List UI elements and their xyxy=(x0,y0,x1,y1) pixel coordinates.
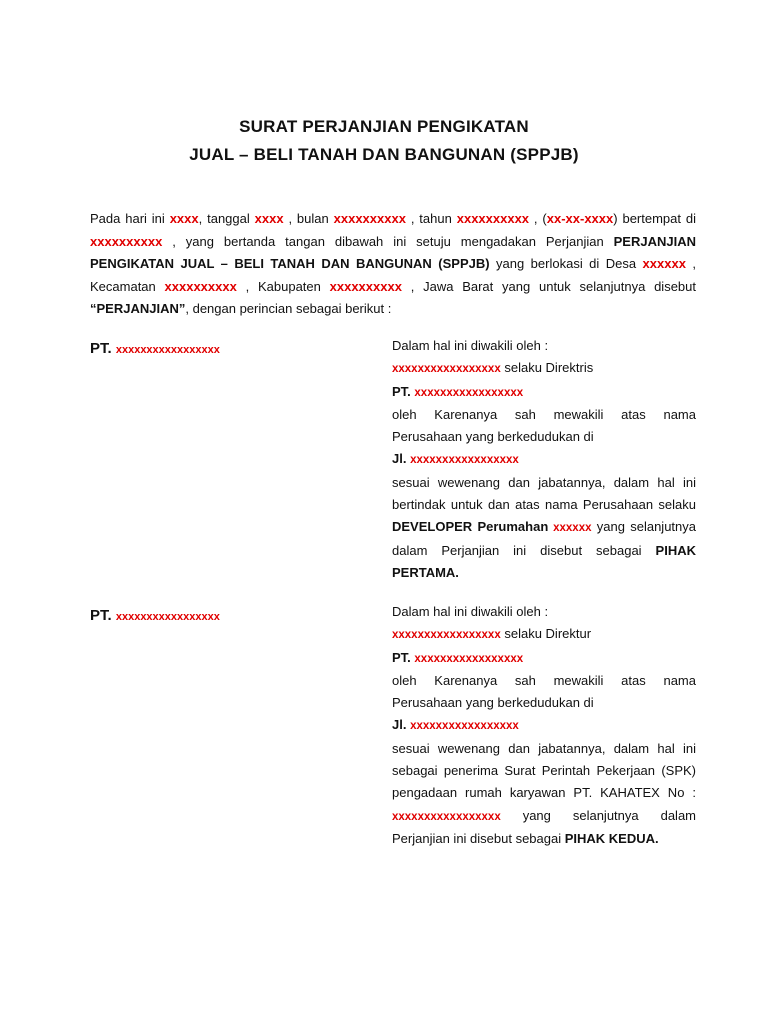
party2-represented: Dalam hal ini diwakili oleh : xyxy=(392,604,549,619)
party1-rep-role: selaku Direktris xyxy=(500,360,594,376)
party1-dev-name: xxxxxx xyxy=(548,522,592,535)
intro-text: , bulan xyxy=(283,211,334,226)
placeholder-village: xxxxxx xyxy=(642,256,686,271)
party1-details xyxy=(392,335,696,584)
intro-text: yang berlokasi di Desa xyxy=(489,256,643,271)
party1-pt-line xyxy=(392,381,696,404)
party2-representative xyxy=(392,623,696,646)
party2-pt-name: xxxxxxxxxxxxxxxxx xyxy=(115,611,220,623)
party2-jl-label: Jl. xyxy=(392,717,411,733)
intro-text: , Kecamatan xyxy=(90,256,697,294)
intro-text: ) bertempat di xyxy=(613,211,696,226)
party1-pt2-label: PT. xyxy=(392,383,415,399)
party1-represented: Dalam hal ini diwakili oleh : xyxy=(392,338,549,353)
intro-text: , ( xyxy=(529,211,547,226)
party2-pt-label: PT. xyxy=(90,607,116,624)
party2-pt2-name: xxxxxxxxxxxxxxxxx xyxy=(414,652,524,665)
party1-term: PIHAK PERTAMA. xyxy=(392,542,696,580)
agreement-term: “PERJANJIAN” xyxy=(90,301,186,316)
placeholder-day: xxxx xyxy=(169,211,199,226)
intro-text: Pada hari ini xyxy=(90,211,170,226)
party1-rep-name: xxxxxxxxxxxxxxxxx xyxy=(392,363,501,376)
party2-company xyxy=(90,607,220,624)
party2-pt2-label: PT. xyxy=(392,649,415,665)
placeholder-place: xxxxxxxxxx xyxy=(90,233,163,249)
placeholder-date: xxxx xyxy=(254,211,284,226)
party2-pt-line xyxy=(392,647,696,670)
placeholder-full-date: xx-xx-xxxx xyxy=(546,211,614,226)
intro-text: , Jawa Barat yang untuk selanjutnya disebut xyxy=(401,278,697,294)
party1-company xyxy=(90,340,220,357)
party1-authority-text: sesuai wewenang dan jabatannya, dalam hal ini bertindak untuk dan atas nama Perusahaan selaku xyxy=(392,474,696,513)
placeholder-regency: xxxxxxxxxx xyxy=(329,278,402,294)
intro-text: , Kabupaten xyxy=(236,278,330,294)
party2-details xyxy=(392,601,696,850)
party1-representative xyxy=(392,357,696,380)
party1-authority xyxy=(392,472,696,584)
party1-jl-label: Jl. xyxy=(392,451,411,467)
party1-pt-label: PT. xyxy=(90,340,116,357)
placeholder-year: xxxxxxxxxx xyxy=(456,211,530,226)
intro-text: , tanggal xyxy=(198,211,255,226)
party1-behalf: oleh Karenanya sah mewakili atas nama Perusahaan yang berkedudukan di xyxy=(392,406,696,445)
party2-authority-text: sesuai wewenang dan jabatannya, dalam hal ini sebagai penerima Surat Perintah Pekerjaan (SPK) pengadaan rumah karyawan PT. KAHATEX No : xyxy=(392,740,696,801)
party1-pt-name: xxxxxxxxxxxxxxxxx xyxy=(115,344,220,356)
document-title-line2: JUAL – BELI TANAH DAN BANGUNAN (SPPJB) xyxy=(189,145,579,164)
party1-authority-text2: yang selanjutnya dalam Perjanjian ini disebut sebagai xyxy=(392,519,696,558)
party2-spk-no: xxxxxxxxxxxxxxxxx xyxy=(392,810,501,823)
party2-address xyxy=(392,714,696,737)
party2-rep-role: selaku Direktur xyxy=(500,626,592,642)
agreement-name: PERJANJIAN PENGIKATAN JUAL – BELI TANAH DAN BANGUNAN (SPPJB) xyxy=(90,233,696,271)
party2-term: PIHAK KEDUA. xyxy=(564,830,659,846)
party2-authority-text2: yang selanjutnya dalam Perjanjian ini disebut sebagai xyxy=(392,807,696,846)
party2-behalf: oleh Karenanya sah mewakili atas nama Perusahaan yang berkedudukan di xyxy=(392,672,696,711)
intro-text: , tahun xyxy=(405,211,457,226)
placeholder-district: xxxxxxxxxx xyxy=(164,278,237,294)
document-title-line1: SURAT PERJANJIAN PENGIKATAN xyxy=(239,117,529,136)
party1-address xyxy=(392,448,696,471)
intro-text: , dengan perincian sebagai berikut : xyxy=(185,301,392,316)
party1-developer: DEVELOPER Perumahan xyxy=(392,519,549,535)
party1-jl-name: xxxxxxxxxxxxxxxxx xyxy=(410,454,519,467)
intro-paragraph xyxy=(90,208,696,321)
intro-text: , yang bertanda tangan dibawah ini setuju mengadakan Perjanjian xyxy=(162,233,614,249)
party2-rep-name: xxxxxxxxxxxxxxxxx xyxy=(392,629,501,642)
party2-authority xyxy=(392,738,696,850)
party2-jl-name: xxxxxxxxxxxxxxxxx xyxy=(410,720,519,733)
party1-pt2-name: xxxxxxxxxxxxxxxxx xyxy=(414,386,524,399)
placeholder-month: xxxxxxxxxx xyxy=(333,211,406,226)
